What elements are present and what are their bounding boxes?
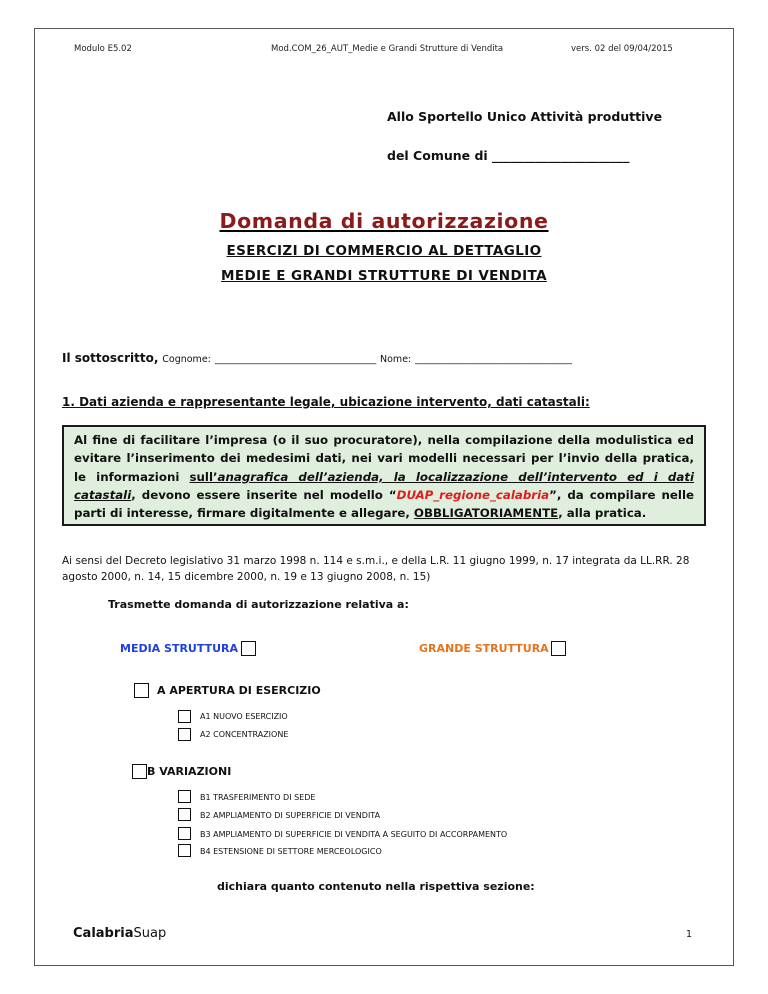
document-title: Domanda di autorizzazione bbox=[219, 209, 549, 233]
model-name: DUAP_regione_calabria bbox=[396, 487, 550, 502]
a1-label: A1 NUOVO ESERCIZIO bbox=[200, 712, 288, 721]
a2-label: A2 CONCENTRAZIONE bbox=[200, 730, 289, 739]
notice-box: Al fine di facilitare l’impresa (o il suo procuratore), nella compilazione della modulistica ed evitare l’inserimento dei medesimi dati, nei vari modelli necessari per l’invio della pratica, le informazioni sull’anagrafica dell’azienda, la localizzazione dell’intervento ed i dati catastali, devono essere inserite nel modello “DUAP_regione_calabria”, da compilare nelle parti di interesse, firmare digitalmente e allegare, OBBLIGATORIAMENTE, alla pratica. bbox=[62, 425, 706, 526]
b1-checkbox[interactable] bbox=[178, 790, 191, 803]
a1-checkbox[interactable] bbox=[178, 710, 191, 723]
b4-checkbox[interactable] bbox=[178, 844, 191, 857]
addressee-line-1: Allo Sportello Unico Attività produttive bbox=[387, 109, 663, 124]
media-structure-label: MEDIA STRUTTURA bbox=[120, 642, 239, 655]
header-module-code: Modulo E5.02 bbox=[74, 44, 132, 54]
b4-label: B4 ESTENSIONE DI SETTORE MERCEOLOGICO bbox=[200, 847, 382, 856]
a2-checkbox[interactable] bbox=[178, 728, 191, 741]
signer-label: Il sottoscritto, bbox=[62, 351, 159, 365]
group-b-label: B VARIAZIONI bbox=[147, 765, 232, 778]
b2-label: B2 AMPLIAMENTO DI SUPERFICIE DI VENDITA bbox=[200, 811, 381, 820]
transmit-label: Trasmette domanda di autorizzazione relativa a: bbox=[108, 598, 409, 611]
b1-label: B1 TRASFERIMENTO DI SEDE bbox=[200, 793, 316, 802]
b3-label: B3 AMPLIAMENTO DI SUPERFICIE DI VENDITA A SEGUITO DI ACCORPAMENTO bbox=[200, 830, 508, 839]
surname-label: Cognome: bbox=[162, 354, 211, 365]
grande-structure-checkbox[interactable] bbox=[551, 641, 566, 656]
subtitle-commerce: ESERCIZI DI COMMERCIO AL DETTAGLIO bbox=[226, 243, 542, 259]
grande-structure-label: GRANDE STRUTTURA bbox=[419, 642, 549, 655]
b3-checkbox[interactable] bbox=[178, 827, 191, 840]
subtitle-structures: MEDIE E GRANDI STRUTTURE DI VENDITA bbox=[221, 268, 547, 284]
group-a-checkbox[interactable] bbox=[134, 683, 149, 698]
section-1-title: 1. Dati azienda e rappresentante legale, ubicazione intervento, dati catastali: bbox=[62, 395, 590, 409]
declare-label: dichiara quanto contenuto nella rispettiva sezione: bbox=[217, 880, 535, 893]
name-field[interactable]: _________________________________ bbox=[415, 354, 572, 365]
header-module-name: Mod.COM_26_AUT_Medie e Grandi Strutture di Vendita bbox=[271, 44, 504, 54]
page-number: 1 bbox=[686, 929, 693, 940]
group-a-label: A APERTURA DI ESERCIZIO bbox=[157, 684, 321, 697]
addressee-line-2: del Comune di ______________________ bbox=[387, 148, 630, 163]
legal-reference: Ai sensi del Decreto legislativo 31 marzo 1998 n. 114 e s.m.i., e della L.R. 11 giugno 1999, n. 17 integrata da LL.RR. 28 agosto 2000, n. 14, 15 dicembre 2000, n. 19 e 13 giugno 2008, n. 15) bbox=[62, 555, 690, 583]
name-label: Nome: bbox=[380, 354, 412, 365]
group-b-checkbox[interactable] bbox=[132, 764, 147, 779]
header-version: vers. 02 del 09/04/2015 bbox=[571, 44, 673, 54]
b2-checkbox[interactable] bbox=[178, 808, 191, 821]
calabria-suap-logo: CalabriaSuap bbox=[73, 926, 167, 941]
signer-row bbox=[62, 351, 572, 365]
surname-field[interactable]: __________________________________ bbox=[214, 354, 377, 365]
media-structure-checkbox[interactable] bbox=[241, 641, 256, 656]
